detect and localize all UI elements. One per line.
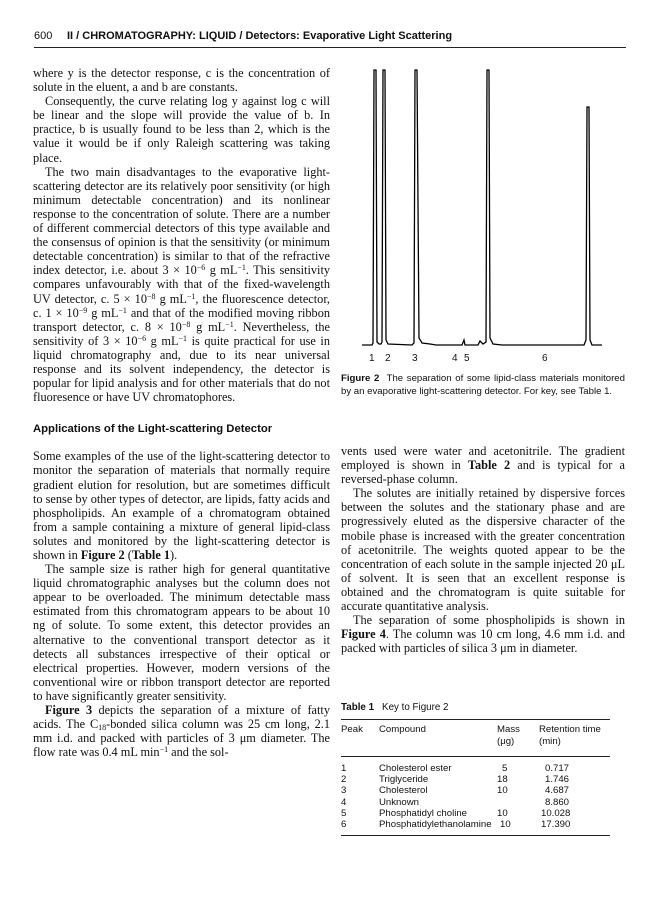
table-header-row [341,724,611,757]
column-header-peak: Peak [341,724,363,735]
paragraph: The solutes are initially retained by dispersive forces between the solutes and the stationary phase and are progressively eluted as the dispersive character of the mobile phase is increased with the greater concentration of acetonitrile. The weights quoted appear to be the concentration of each solute in the sample injected 20 μL of solvent. It is seen that an excellent response is obtained and the chromatogram is quite suitable for accurate quantitative analysis. [341,486,625,614]
table-row: 1 Cholesterol ester 5 0.717 [341,763,570,774]
figure-reference[interactable]: Figure 3 [45,703,93,718]
column-header-compound: Compound [379,724,426,735]
table-label: Table 1 [341,702,375,713]
figure-reference[interactable]: Figure 2 [80,548,125,562]
peak-label: 5 [464,353,470,364]
running-title: II / CHROMATOGRAPHY: LIQUID / Detectors: Evaporative Light Scattering [67,30,453,42]
table-bottom-rule [341,835,610,836]
table-row: 3 Cholesterol 10 4.687 [341,785,570,797]
paragraph: Consequently, the curve relating log y against log c will be linear and the slope will provide the value of b. In practice, b is usually found to be less than 2, which is the value it would be if only Raleigh scattering was taking place. [33,94,330,165]
table-row: 2 Triglyceride 18 1.746 [341,774,570,786]
page-number: 600 [34,30,53,42]
table-row: 5 Phosphatidyl choline 10 10.028 [341,807,571,819]
figure-reference[interactable]: Figure 4 [341,627,386,642]
paragraph: where y is the detector response, c is the concentration of solute in the eluent, a and b are constants. [33,66,330,95]
peak-label: 4 [452,353,458,364]
right-column [341,444,625,655]
peak-label: 6 [542,353,548,364]
header-rule [34,47,626,48]
peak-label: 3 [412,353,418,364]
table-row: 4 Unknown 8.860 [341,796,570,808]
chromatogram-figure [352,62,622,362]
table-reference[interactable]: Table 2 [467,458,511,473]
peak-label: 1 [369,353,375,364]
figure-caption: Figure 2 The separation of some lipid-class materials monitored by an evaporative light-scattering detector. For key, see Table 1. [341,373,625,397]
key-table [341,724,611,830]
chromatogram-plot [352,62,622,362]
paragraph: The sample size is rather high for general quantitative liquid chromatographic analyses but the column does not appear to be overloaded. The minimum detectable mass estimated from this chromatogram appears to be about 10 ng of solute. To some extent, this detector provides an alternative to the conventional transport detector as it detects all substances irrespective of their optical or electrical properties. However, modern versions of the conventional wire or ribbon transport detector are reported to have significantly greater sensitivity. [33,562,330,703]
figure-label: Figure 2 [341,373,380,384]
paragraph: vents used were water and acetonitrile. The gradient employed is shown in Table 2 and is typical for a reversed-phase column. [341,444,625,487]
table-row: 6 Phosphatidylethanolamine 10 17.390 [341,819,571,831]
paragraph: Figure 3 depicts the separation of a mixture of fatty acids. The $C_{18}$-bonded silica column was 25 cm long, 2.1 mm i.d. and packed with particles of 3 μm diameter. The flow rate was 0.4 mL $\min^{-1}$ and the sol- [33,703,331,760]
left-column [33,66,330,759]
running-header [34,30,624,48]
peak-label: 2 [385,353,391,364]
paragraph: The separation of some phospholipids is shown in Figure 4. The column was 10 cm long, 4.6 mm i.d. and packed with particles of silica 3 μm in diameter. [341,613,625,656]
paragraph-sensitivity: The two main disadvantages to the evaporative light-scattering detector are its relatively poor sensitivity (or high minimum detectable concentration) and its nonlinear response to the concentration of solute. There are a number of different commercial detectors of this type available and the consensus of opinion is that the sensitivity (or minimum detectable concentration) is similar to that of the refractive index detector, i.e. about $3 \times 10^{-6}$ g $mL^{-1}$. This sensitivity compares unfavourably with that of the fixed-wavelength UV detector, c. $5 \times 10^{-8}$ g $mL^{-1}$, the fluorescence detector, c. $1 \times 10^{-9}$ g $mL^{-1}$ and that of the modified moving ribbon transport detector, c. $8 \times 10^{-8}$ g $mL^{-1}$. Nevertheless, the sensitivity of $3 \times 10^{-6}$ g $mL^{-1}$ is quite practical for use in liquid chromatography and, due to its near universal response and its solvent independency, the detector is popular for lipid analysis and for other materials that do not fluoresence or have UV chromatophores. [33,164,331,405]
column-header-mass: Mass (μg) [497,724,520,747]
table-reference[interactable]: Table 1 [131,548,171,562]
section-heading: Applications of the Light-scattering Detector [33,423,273,436]
table-top-rule [341,719,610,720]
column-header-retention-time: Retention time (min) [539,724,601,747]
table-title: Table 1 Key to Figure 2 [341,702,449,713]
paragraph: Some examples of the use of the light-scattering detector to monitor the separation of materials that normally require gradient elution for resolution, but are sometimes difficult to sense by other types of detector, are lipids, fatty acids and phospholipids. An example of a chromatogram obtained from a sample containing a mixture of general lipid-class solutes and monitored by the light-scattering detector is shown in Figure 2 (Table 1). [33,449,330,562]
